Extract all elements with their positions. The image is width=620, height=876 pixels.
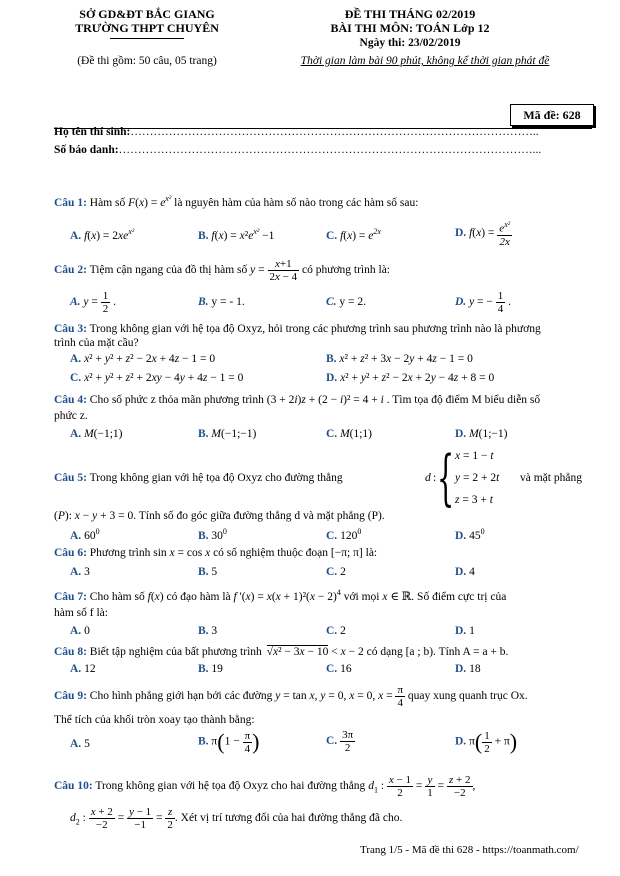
pages-note: (Đề thi gồm: 50 câu, 05 trang) — [77, 55, 217, 67]
question-text: có đạo hàm là — [166, 590, 231, 603]
q6-option-d[interactable] — [455, 566, 475, 578]
option-value: 16 — [340, 663, 352, 675]
q7-option-a[interactable] — [70, 625, 90, 637]
question-text: Phương trình — [89, 547, 151, 559]
question-text: có phương trình là: — [301, 264, 390, 277]
option-value: 5 — [211, 566, 218, 578]
q3-option-c[interactable]: C. x² + y² + z² + 2xy − 4y + 4z − 1 = 0 — [70, 372, 244, 384]
q8-option-d[interactable] — [455, 663, 481, 675]
option-value: 12 — [84, 663, 96, 675]
question-label: Câu 9: — [54, 690, 87, 703]
option-letter: A. — [70, 353, 82, 365]
question-text: . Số điểm cực trị của — [411, 590, 507, 603]
question-text: Hàm số — [89, 196, 126, 209]
question-text: Trong không gian với hệ tọa độ Oxyz cho hai đường thẳng — [95, 780, 366, 793]
question-10-line2: $d_2$ : $\frac{x + 2}{-2}$ = $\frac{y - 1}{-1}$ = $\frac{z}{2}$ . Xét vị trí tương đối của hai đường thẳng đã cho. — [70, 806, 403, 831]
option-letter: C. — [326, 566, 338, 578]
option-letter: B. — [198, 529, 209, 542]
option-letter: B. — [198, 566, 209, 578]
option-letter: D. — [455, 226, 467, 239]
question-text: Trong không gian với hệ tọa độ Oxyz cho đường thẳng — [89, 472, 343, 484]
q3-option-b[interactable]: B. x² + z² + 3x − 2y + 4z − 1 = 0 — [326, 353, 473, 365]
option-letter: B. — [198, 428, 209, 440]
question-text: Cho hàm số — [89, 590, 145, 603]
question-text: Tiệm cận ngang của đồ thị hàm số — [89, 264, 248, 277]
question-5-line2: (P): x − y + 3 = 0. Tính số đo góc giữa đường thẳng d và mặt phẳng (P). — [54, 510, 385, 522]
question-text: Cho số phức z thỏa mãn phương trình — [89, 394, 264, 406]
option-letter: C. — [326, 625, 338, 637]
question-label: Câu 7: — [54, 590, 87, 603]
option-letter: D. — [455, 296, 467, 309]
student-id-line — [54, 144, 541, 156]
question-text: . Xét vị trí tương đối của hai đường thẳng đã cho. — [174, 812, 403, 825]
q6-option-a[interactable] — [70, 566, 90, 578]
option-letter: D. — [455, 663, 467, 675]
option-letter: A. — [70, 229, 82, 242]
student-id-dots: ………………………………………………………………………………………………... — [118, 144, 542, 156]
q4-option-d[interactable]: D. M(1;−1) — [455, 428, 508, 440]
option-letter: B. — [198, 229, 209, 242]
question-2: Câu 2: Tiệm cận ngang của đồ thị hàm số y = $\frac{x+1}{2x - 4}$ có phương trình là: — [54, 258, 390, 283]
option-letter: B. — [198, 625, 209, 637]
option-value: y = - 1. — [211, 296, 245, 308]
option-value: y = 2. — [339, 296, 367, 308]
option-letter: C. — [326, 296, 337, 308]
question-label: Câu 6: — [54, 547, 87, 559]
q9-option-c[interactable]: C. $\frac{3\pi}{2}$ — [326, 729, 354, 754]
exam-date: Ngày thi: 23/02/2019 — [359, 37, 461, 49]
option-letter: B. — [198, 663, 209, 675]
exam-code-box: Mã đề: 628 — [510, 104, 594, 126]
q1-option-a[interactable]: A. $f(x) = 2xe^{x^2}$ — [70, 227, 135, 242]
student-name-line — [54, 126, 539, 138]
q8-option-c[interactable] — [326, 663, 352, 675]
option-letter: A. — [70, 625, 82, 637]
question-3-line2: trình của mặt cầu? — [54, 337, 139, 349]
option-value: 18 — [469, 663, 481, 675]
q4-option-a[interactable]: A. M(−1;1) — [70, 428, 123, 440]
formula: F — [128, 196, 136, 209]
q9-option-b[interactable]: B. π(1 − $\frac{\pi}{4}$ ) — [198, 729, 260, 755]
question-8: Câu 8: Biết tập nghiệm của bất phương trình √x² − 3x − 10 < x − 2 có dạng [a ; b). Tính A = a + b. — [54, 646, 509, 658]
department: SỞ GD&ĐT BẮC GIANG — [79, 7, 215, 21]
question-text: với mọi — [343, 590, 380, 603]
option-letter: B. — [198, 735, 209, 748]
q7-option-b[interactable] — [198, 625, 217, 637]
exam-subject: BÀI THI MÔN: TOÁN Lớp 12 — [330, 21, 490, 35]
option-letter: D. — [455, 529, 467, 542]
option-letter: C. — [326, 529, 338, 542]
question-5 — [54, 472, 343, 484]
option-letter: D. — [455, 566, 467, 578]
option-value: 3 — [211, 625, 218, 637]
student-name-label: Họ tên thí sinh: — [54, 126, 131, 138]
q5-option-b[interactable]: B. $30^0$ — [198, 527, 227, 542]
question-7: Câu 7: Cho hàm số f(x) có đạo hàm là f '$(x) = x(x + 1)^2(x - 2)^4$ với mọi x ∈ ℝ. Số điểm cực trị của — [54, 588, 507, 603]
option-value: 2 — [340, 566, 346, 578]
question-9-line2: Thể tích của khối tròn xoay tạo thành bằng: — [54, 714, 255, 726]
option-value: 3 — [84, 566, 90, 578]
question-label: Câu 1: — [54, 196, 87, 209]
q6-option-c[interactable] — [326, 566, 346, 578]
question-label: Câu 5: — [54, 472, 87, 484]
question-text: Cho hình phẳng giới hạn bởi các đường — [89, 690, 273, 703]
question-text: Biết tập nghiệm của bất phương trình — [89, 646, 262, 658]
q1-option-d[interactable]: D. f(x) = $\frac{e^{x^2}}{2x}$ — [455, 220, 511, 248]
q7-option-d[interactable] — [455, 625, 475, 637]
question-text: là: — [365, 547, 378, 559]
question-10: Câu 10: Trong không gian với hệ tọa độ Oxyz cho hai đường thẳng $d_1$ : $\frac{x - 1}{2}$ = $\frac{y}{1}$ = $\frac{z + 2}{-2}$ , — [54, 774, 476, 799]
q2-option-b[interactable] — [198, 296, 245, 308]
option-letter: C. — [326, 735, 338, 748]
option-letter: B. — [198, 296, 209, 308]
option-letter: C. — [70, 372, 82, 384]
q2-option-a[interactable]: A. y = $\frac{1}{2}$ . — [70, 290, 117, 315]
exam-title: ĐỀ THI THÁNG 02/2019 — [344, 7, 476, 21]
option-letter: A. — [70, 529, 82, 542]
option-value: 0 — [84, 625, 90, 637]
q2-option-c[interactable] — [326, 296, 366, 308]
option-letter: D. — [455, 625, 467, 637]
question-text: . Tìm tọa độ điểm M biểu diễn số — [386, 394, 541, 406]
option-value: 19 — [211, 663, 223, 675]
question-text: có số nghiệm thuộc đoạn — [213, 547, 329, 559]
question-3 — [54, 323, 541, 335]
question-label: Câu 10: — [54, 780, 93, 793]
option-letter: C. — [326, 229, 338, 242]
question-text: là nguyên hàm của hàm số nào trong các hàm số sau: — [174, 196, 419, 209]
q8-option-a[interactable] — [70, 663, 96, 675]
option-letter: D. — [455, 428, 467, 440]
question-text: có dạng [a ; b). Tính A = a + b. — [366, 646, 509, 658]
question-label: Câu 2: — [54, 264, 87, 277]
option-letter: C. — [326, 663, 338, 675]
q2-option-d[interactable]: D. y = − $\frac{1}{4}$ . — [455, 290, 512, 315]
question-4-line2: phức z. — [54, 410, 88, 422]
school-name: TRƯỜNG THPT CHUYÊN — [75, 21, 219, 35]
question-5-tail: và mặt phẳng — [520, 472, 582, 484]
q1-option-b[interactable]: B. $f(x) = x^2e^{x^2} -1$ — [198, 227, 275, 242]
q6-option-b[interactable] — [198, 566, 217, 578]
question-text: Trong không gian với hệ tọa độ Oxyz, hỏi trong các phương trình sau phương trình nào là phương — [89, 323, 541, 335]
q8-option-b[interactable] — [198, 663, 223, 675]
option-letter: D. — [326, 372, 338, 384]
question-label: Câu 8: — [54, 646, 87, 658]
q9-option-a[interactable] — [70, 738, 90, 750]
question-9: Câu 9: Cho hình phẳng giới hạn bởi các đường y = tan x, y = 0, x = 0, x = $\frac{\pi}{4}$ quay xung quanh trục Ox. — [54, 684, 528, 709]
question-text: . Tính số đo góc giữa đường thẳng d và mặt phẳng (P). — [133, 510, 385, 522]
question-6: Câu 6: Phương trình sin x = cos x có số nghiệm thuộc đoạn [−π; π] là: — [54, 547, 378, 559]
time-note: Thời gian làm bài 90 phút, không kể thời gian phát đề — [300, 55, 550, 67]
question-1: Câu 1: Hàm số $F(x) = e^{x^2}$ là nguyên hàm của hàm số nào trong các hàm số sau: — [54, 194, 419, 209]
q3-option-d[interactable]: D. x² + y² + z² − 2x + 2y − 4z + 8 = 0 — [326, 372, 495, 384]
option-value: 5 — [84, 738, 90, 750]
q4-option-c[interactable]: C. M(1;1) — [326, 428, 373, 440]
question-label: Câu 4: — [54, 394, 87, 406]
q5-option-a[interactable]: A. $60^0$ — [70, 527, 100, 542]
q7-option-c[interactable] — [326, 625, 346, 637]
page-footer: Trang 1/5 - Mã đề thi 628 - https://toanmath.com/ — [360, 844, 579, 856]
option-letter: A. — [70, 663, 82, 675]
option-letter: A. — [70, 738, 82, 750]
option-letter: B. — [326, 353, 337, 365]
student-name-dots: …………………………………………………………………………………………….. — [130, 126, 539, 138]
option-value: 1 — [469, 625, 475, 637]
question-label: Câu 3: — [54, 323, 87, 335]
q3-option-a[interactable]: A. x² + y² + z² − 2x + 4z − 1 = 0 — [70, 353, 216, 365]
option-letter: A. — [70, 566, 82, 578]
option-value: 2 — [340, 625, 346, 637]
question-text: quay xung quanh trục Ox. — [407, 690, 528, 703]
student-id-label: Số báo danh: — [54, 144, 119, 156]
question-7-line2: hàm số f là: — [54, 607, 108, 619]
option-letter: A. — [70, 296, 81, 309]
option-letter: D. — [455, 735, 467, 748]
q4-option-b[interactable]: B. M(−1;−1) — [198, 428, 257, 440]
question-4: Câu 4: Cho số phức z thỏa mãn phương trình (3 + 2i)z + (2 − i)² = 4 + i . Tìm tọa độ điểm M biểu diễn số — [54, 394, 541, 406]
q5-option-d[interactable]: D. $45^0$ — [455, 527, 485, 542]
option-value: 4 — [469, 566, 475, 578]
option-letter: C. — [326, 428, 338, 440]
q9-option-d[interactable]: D. π( $\frac{1}{2}$ + π) — [455, 729, 518, 755]
school-underline — [110, 38, 184, 39]
q1-option-c[interactable]: C. $f(x) = e^{2x}$ — [326, 227, 381, 242]
q5-option-c[interactable]: C. $120^0$ — [326, 527, 362, 542]
option-letter: A. — [70, 428, 82, 440]
